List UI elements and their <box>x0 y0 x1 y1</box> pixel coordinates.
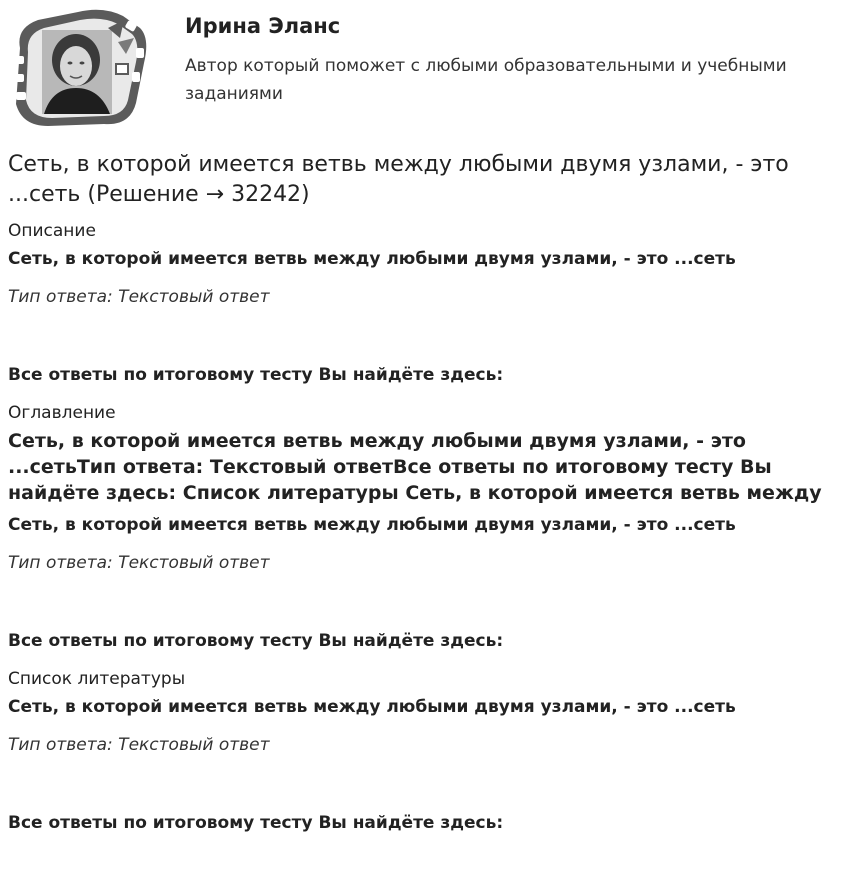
literature-question: Сеть, в которой имеется ветвь между любыми двумя узлами, - это ...сеть <box>8 697 736 717</box>
main-content <box>8 150 838 834</box>
literature-all-answers: Все ответы по итоговому тесту Вы найдёте здесь: <box>8 813 504 833</box>
toc-label: Оглавление <box>8 403 116 423</box>
toc-question: Сеть, в которой имеется ветвь между любыми двумя узлами, - это ...сеть <box>8 515 736 535</box>
toc-answer-type: Тип ответа: Текстовый ответ <box>8 553 270 573</box>
page-title: Сеть, в которой имеется ветвь между любыми двумя узлами, - это ...сеть (Решение → 32242) <box>8 152 789 207</box>
author-description: Автор который поможет с любыми образовательными и учебными заданиями <box>185 56 787 104</box>
description-answer-type: Тип ответа: Текстовый ответ <box>8 287 270 307</box>
literature-answer-type: Тип ответа: Текстовый ответ <box>8 735 270 755</box>
author-avatar <box>8 8 150 128</box>
toc-all-answers: Все ответы по итоговому тесту Вы найдёте здесь: <box>8 631 504 651</box>
description-all-answers: Все ответы по итоговому тесту Вы найдёте здесь: <box>8 365 504 385</box>
literature-label: Список литературы <box>8 669 186 689</box>
author-block <box>0 0 847 135</box>
description-label: Описание <box>8 221 96 241</box>
toc-heading: Сеть, в которой имеется ветвь между любыми двумя узлами, - это ...сетьТип ответа: Текстовый ответВсе ответы по итоговому тесту Вы найдёте здесь: Список литературы Сеть, в которой имеется ветвь между <box>8 430 822 504</box>
author-name: Ирина Эланс <box>185 14 341 38</box>
description-question: Сеть, в которой имеется ветвь между любыми двумя узлами, - это ...сеть <box>8 249 736 269</box>
